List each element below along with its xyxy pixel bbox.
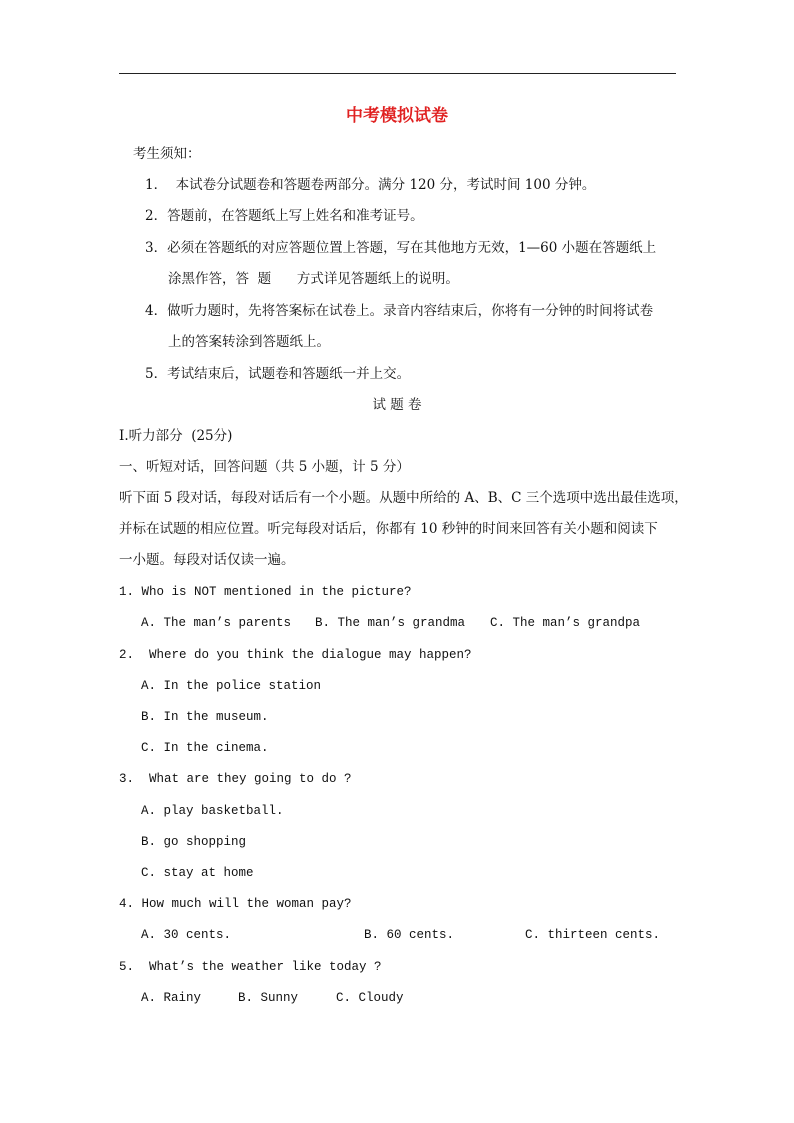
- header-rule: [119, 73, 676, 74]
- question-2-option-c: C. In the cinema.: [141, 741, 269, 755]
- question-3-option-c: C. stay at home: [141, 866, 254, 880]
- question-5-option-b: B. Sunny: [238, 991, 299, 1005]
- question-5: 5. What’s the weather like today ?: [119, 960, 382, 974]
- notice-item-2: 2．答题前，在答题纸上写上姓名和准考证号。: [145, 208, 424, 224]
- notice-item-4-line-1: 4．做听力题时，先将答案标在试卷上。录音内容结束后，你将有一分钟的时间将试卷: [145, 303, 654, 319]
- listening-part-heading: Ⅰ.听力部分 (25分): [119, 428, 233, 444]
- question-4-option-b: B. 60 cents.: [364, 928, 455, 942]
- page-title: 中考模拟试卷: [346, 106, 448, 126]
- notice-item-5: 5．考试结束后，试题卷和答题纸一并上交。: [145, 366, 411, 382]
- question-5-option-a: A. Rainy: [141, 991, 202, 1005]
- question-5-option-c: C. Cloudy: [336, 991, 404, 1005]
- question-2-option-a: A. In the police station: [141, 679, 322, 693]
- instruction-line-3: 一小题。每段对话仅读一遍。: [119, 552, 295, 568]
- question-1: 1. Who is NOT mentioned in the picture?: [119, 585, 412, 599]
- notice-item-3-line-2: 涂黑作答，答 题 方式详见答题纸上的说明。: [168, 271, 459, 287]
- notice-item-1: 1． 本试卷分试题卷和答题卷两部分。满分 120 分，考试时间 100 分钟。: [145, 177, 596, 193]
- instruction-line-1: 听下面 5 段对话，每段对话后有一个小题。从题中所给的 A、B、C 三个选项中选出最佳选项，: [119, 490, 688, 506]
- question-3-option-b: B. go shopping: [141, 835, 247, 849]
- notice-item-3-line-1: 3．必须在答题纸的对应答题位置上答题，写在其他地方无效，1—60 小题在答题纸上: [145, 240, 657, 256]
- question-1-option-c: C. The man’s grandpa: [490, 616, 641, 630]
- instruction-line-2: 并标在试题的相应位置。听完每段对话后，你都有 10 秒钟的时间来回答有关小题和阅读下: [119, 521, 658, 537]
- question-3: 3. What are they going to do ?: [119, 772, 352, 786]
- question-4: 4. How much will the woman pay?: [119, 897, 352, 911]
- section-title: 试 题 卷: [372, 397, 422, 413]
- question-2: 2. Where do you think the dialogue may happen?: [119, 648, 472, 662]
- question-1-option-a: A. The man’s parents: [141, 616, 292, 630]
- listening-sub-heading: 一、听短对话，回答问题（共 5 小题，计 5 分）: [119, 459, 410, 475]
- notice-item-4-line-2: 上的答案转涂到答题纸上。: [168, 334, 330, 350]
- question-2-option-b: B. In the museum.: [141, 710, 269, 724]
- question-1-option-b: B. The man’s grandma: [315, 616, 466, 630]
- question-4-option-a: A. 30 cents.: [141, 928, 232, 942]
- notice-heading: 考生须知：: [133, 146, 201, 162]
- question-3-option-a: A. play basketball.: [141, 804, 284, 818]
- question-4-option-c: C. thirteen cents.: [525, 928, 661, 942]
